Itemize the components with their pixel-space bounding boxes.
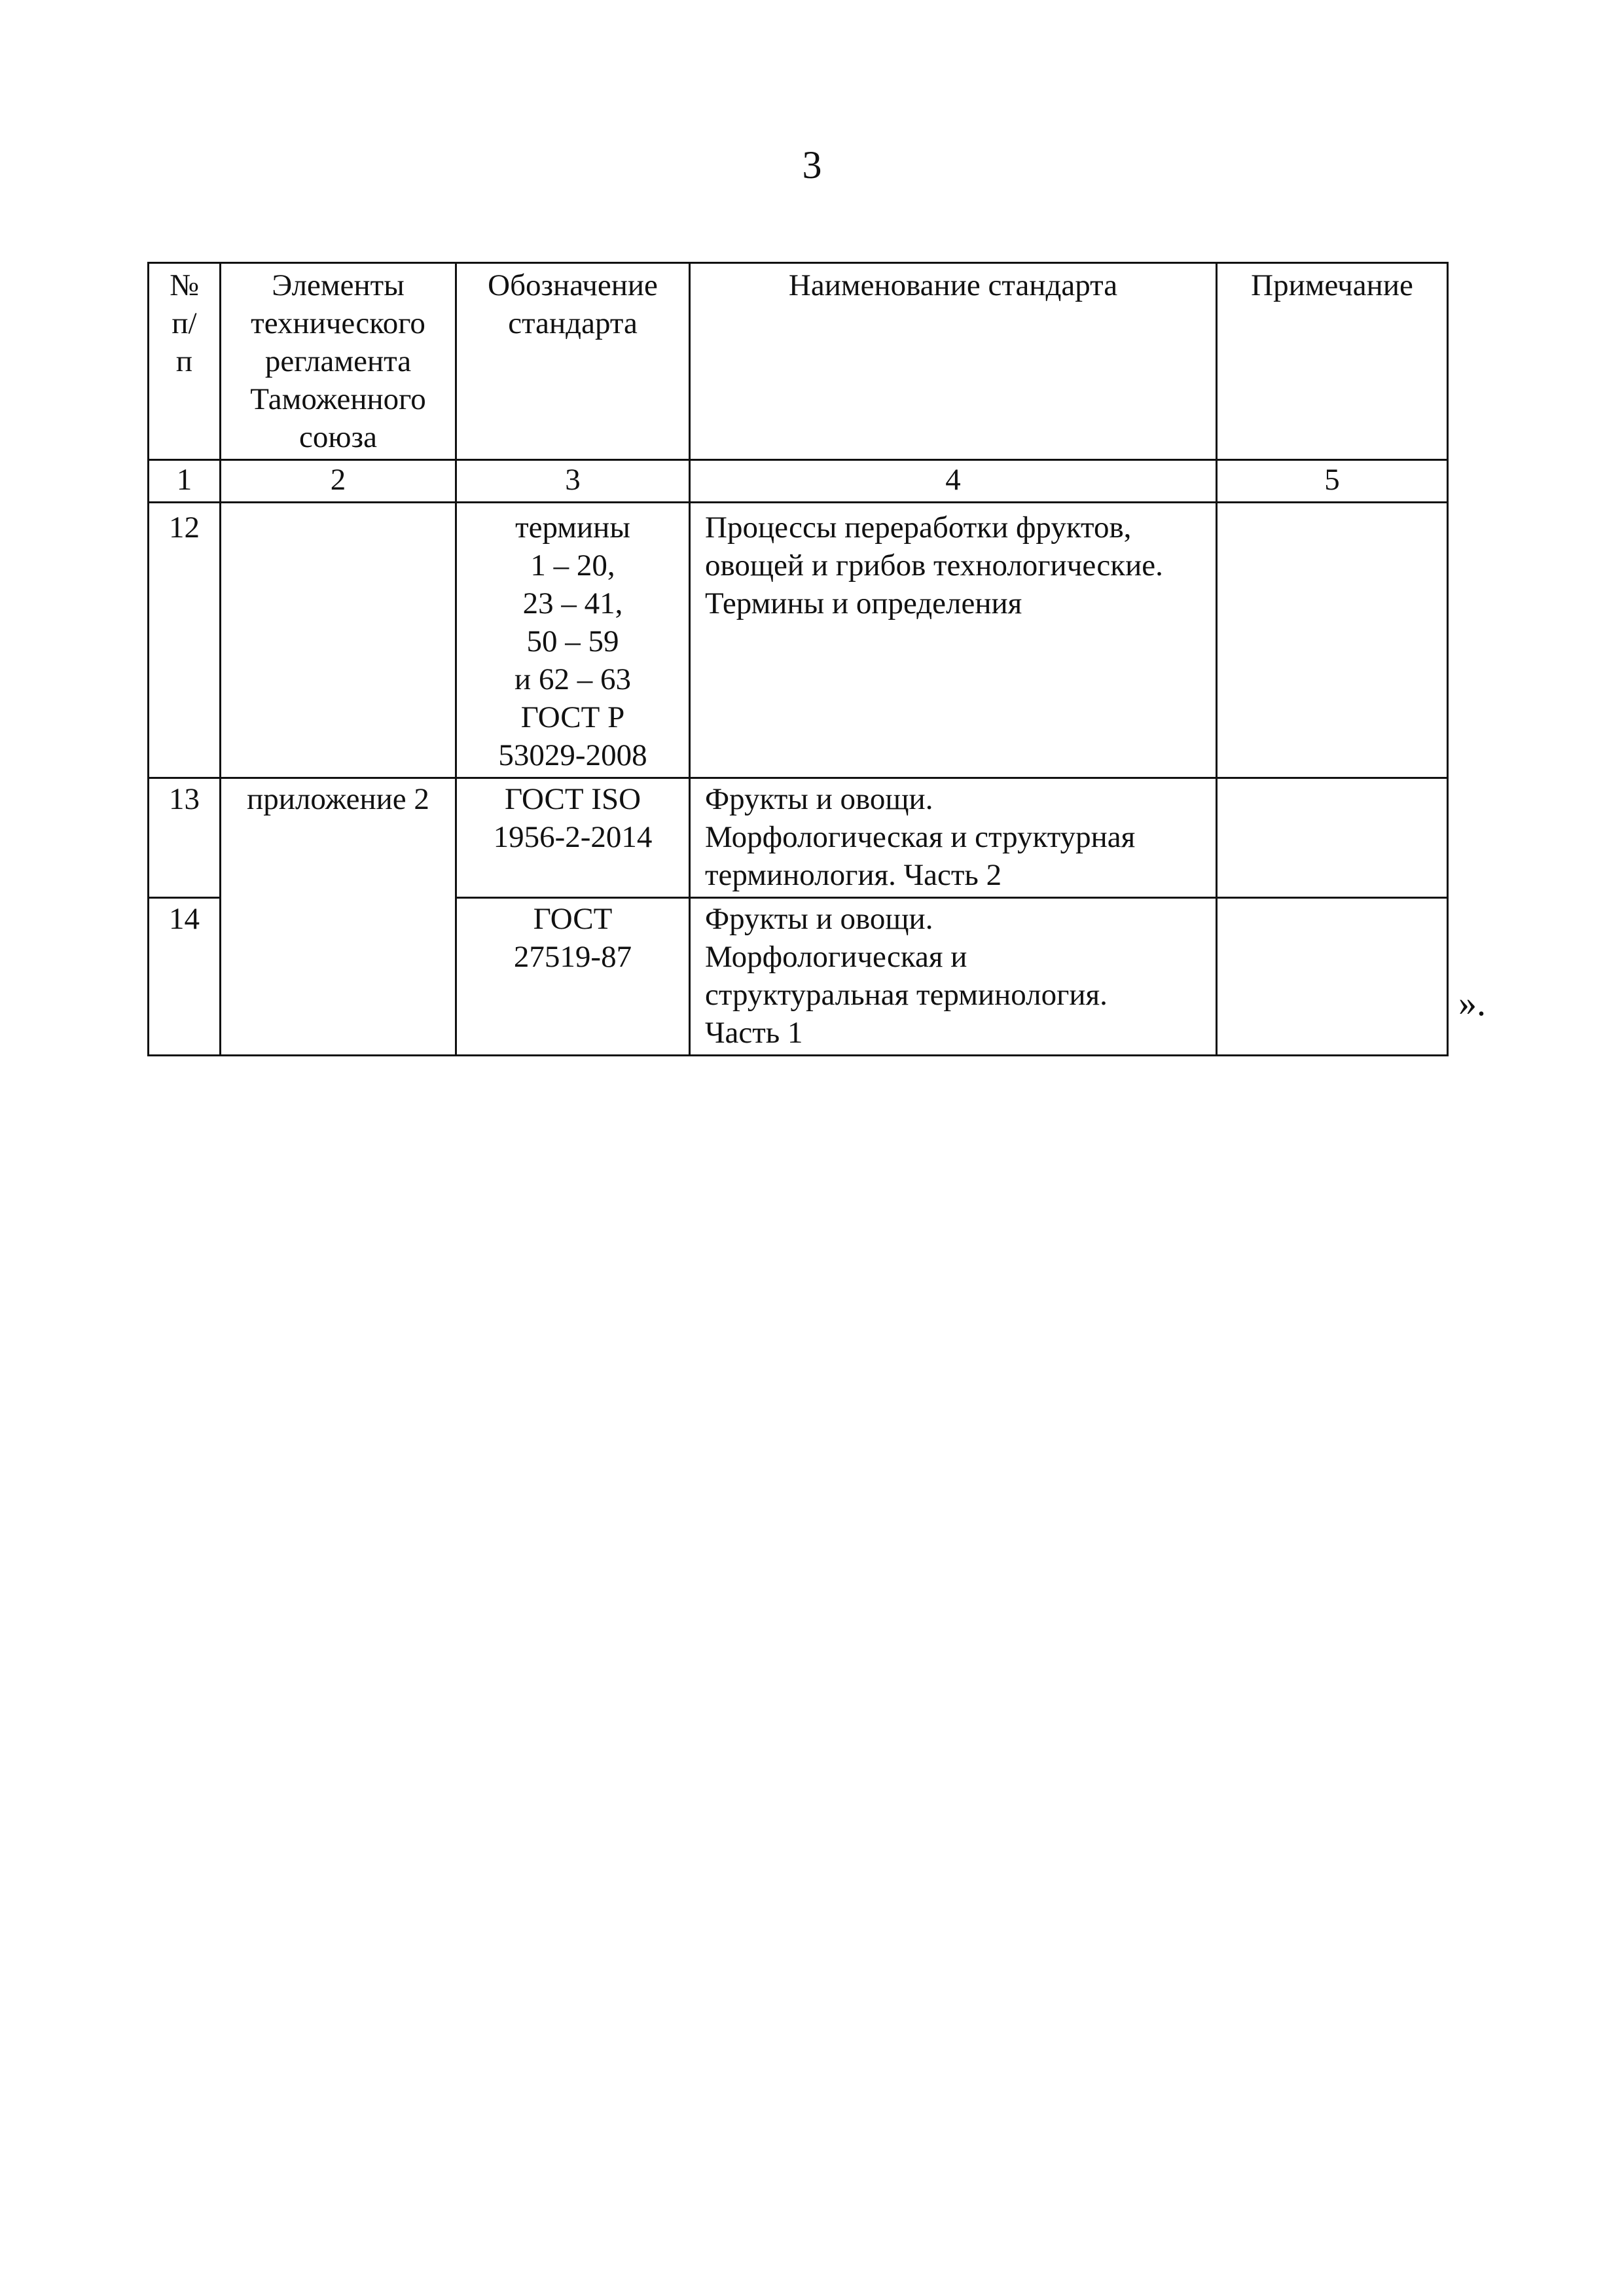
header-standard-name: Наименование стандарта xyxy=(690,263,1217,460)
row-standard-name: Фрукты и овощи. Морфологическая и структурная терминология. Часть 2 xyxy=(690,778,1217,898)
row-number: 14 xyxy=(149,898,221,1056)
header-number: № п/ п xyxy=(149,263,221,460)
header-regulation-elements: Элементы технического регламента Таможенного союза xyxy=(221,263,456,460)
row-number: 12 xyxy=(149,503,221,778)
row-note xyxy=(1217,503,1448,778)
header-note: Примечание xyxy=(1217,263,1448,460)
page-number: 3 xyxy=(802,143,822,187)
table-header-row xyxy=(149,263,1448,460)
row-standard-name: Процессы переработки фруктов, овощей и грибов технологические. Термины и определения xyxy=(690,503,1217,778)
column-number: 4 xyxy=(690,460,1217,503)
column-number: 1 xyxy=(149,460,221,503)
row-number: 13 xyxy=(149,778,221,898)
row-note xyxy=(1217,898,1448,1056)
table-row xyxy=(149,778,1448,898)
column-number: 2 xyxy=(221,460,456,503)
row-designation: ГОСТ ISO 1956-2-2014 xyxy=(456,778,690,898)
row-designation: термины 1 – 20, 23 – 41, 50 – 59 и 62 – 63 ГОСТ Р 53029-2008 xyxy=(456,503,690,778)
row-designation: ГОСТ 27519-87 xyxy=(456,898,690,1056)
column-number: 3 xyxy=(456,460,690,503)
table-row xyxy=(149,503,1448,778)
column-numbers-row xyxy=(149,460,1448,503)
closing-quote: ». xyxy=(1458,983,1486,1024)
row-element xyxy=(221,503,456,778)
row-standard-name: Фрукты и овощи. Морфологическая и структуральная терминология. Часть 1 xyxy=(690,898,1217,1056)
row-note xyxy=(1217,778,1448,898)
standards-table xyxy=(147,262,1449,1056)
header-standard-designation: Обозначение стандарта xyxy=(456,263,690,460)
column-number: 5 xyxy=(1217,460,1448,503)
row-element: приложение 2 xyxy=(221,778,456,1056)
